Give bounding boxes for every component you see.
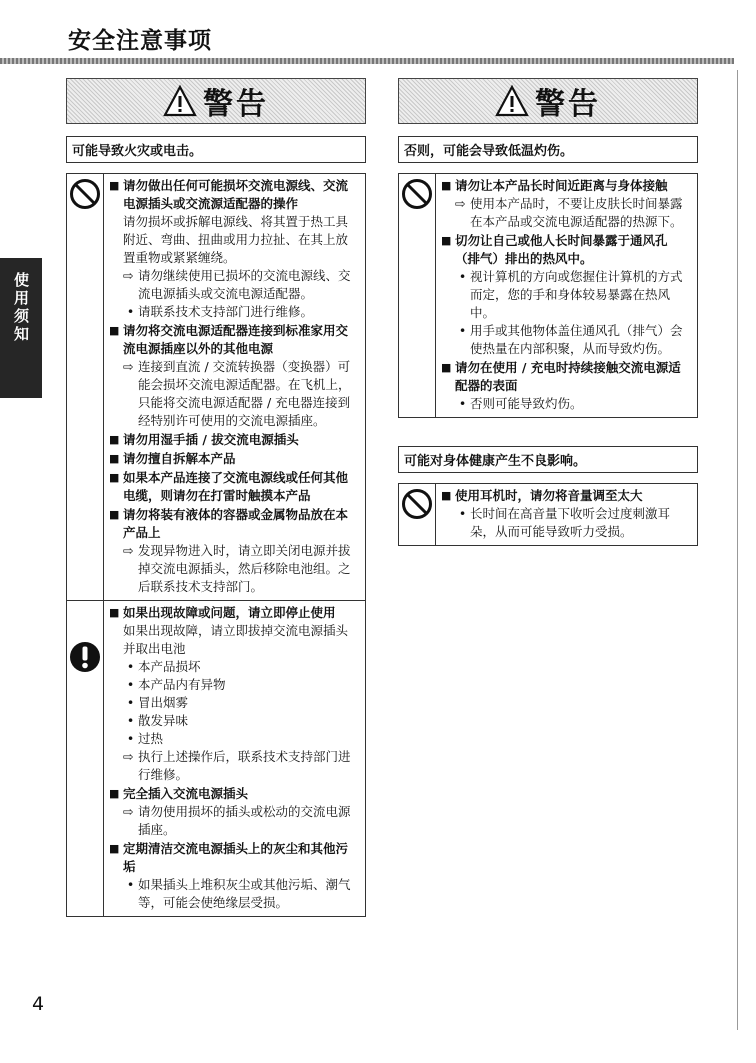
warning-subitem	[109, 658, 360, 676]
warning-subitem	[109, 712, 360, 730]
dot-bullet-icon: •	[126, 677, 135, 692]
square-bullet-icon: ■	[109, 606, 120, 619]
item-text: 请勿让本产品长时间近距离与身体接触	[455, 178, 668, 193]
warning-subitem	[109, 748, 360, 784]
warning-box	[66, 173, 366, 917]
warning-item	[109, 450, 360, 468]
hazard-subhead: 否则，可能会导致低温灼伤。	[398, 136, 698, 163]
item-text: 连接到直流 / 交流转换器（变换器）可能会损坏交流电源适配器。在飞机上，只能将交流电源适配器 / 充电器连接到经特别许可使用的交流电源插座。	[138, 359, 351, 428]
prohibited-list	[436, 484, 697, 545]
warning-banner	[398, 78, 698, 124]
warning-subitem	[109, 694, 360, 712]
warning-box	[398, 173, 698, 418]
item-text: 过热	[138, 731, 164, 746]
prohibited-list	[104, 174, 365, 600]
square-bullet-icon: ■	[441, 489, 452, 502]
item-text: 如果插头上堆积灰尘或其他污垢、潮气等，可能会使绝缘层受损。	[138, 877, 351, 910]
warning-subitem	[109, 267, 360, 303]
dot-bullet-icon: •	[126, 877, 135, 892]
square-bullet-icon: ■	[109, 433, 120, 446]
warning-item	[109, 431, 360, 449]
item-text: 完全插入交流电源插头	[123, 786, 249, 801]
item-text: 请勿擅自拆解本产品	[123, 451, 236, 466]
square-bullet-icon: ■	[109, 452, 120, 465]
dot-bullet-icon: •	[126, 659, 135, 674]
dot-bullet-icon: •	[126, 304, 135, 319]
warning-subitem	[441, 195, 692, 231]
item-text: 切勿让自己或他人长时间暴露于通风孔（排气）排出的热风中。	[455, 233, 668, 266]
warning-item	[109, 604, 360, 622]
prohibited-list	[436, 174, 697, 417]
warning-banner-label: 警告	[535, 87, 601, 122]
exclamation-icon	[69, 641, 101, 673]
left-column	[66, 78, 366, 917]
warning-box	[398, 483, 698, 546]
page-title: 安全注意事项	[68, 28, 212, 54]
square-bullet-icon: ■	[109, 842, 120, 855]
warning-item	[441, 487, 692, 505]
item-text: 请勿将装有液体的容器或金属物品放在本产品上	[123, 507, 349, 540]
item-text: 用手或其他物体盖住通风孔（排气）会使热量在内部积聚，从而导致灼伤。	[470, 323, 683, 356]
warning-banner-label: 警告	[203, 87, 269, 122]
margin-line	[737, 70, 738, 1030]
hazard-subhead: 可能对身体健康产生不良影响。	[398, 446, 698, 473]
square-bullet-icon: ■	[441, 179, 452, 192]
warning-banner	[66, 78, 366, 124]
warning-item	[109, 785, 360, 803]
warning-subitem	[441, 505, 692, 541]
warning-item	[109, 469, 360, 505]
warning-subitem	[109, 622, 360, 658]
item-text: 请勿使用损坏的插头或松动的交流电源插座。	[138, 804, 351, 837]
square-bullet-icon: ■	[109, 787, 120, 800]
warning-item	[109, 322, 360, 358]
item-text: 定期清洁交流电源插头上的灰尘和其他污垢	[123, 841, 349, 874]
item-text: 请勿做出任何可能损坏交流电源线、交流电源插头或交流源适配器的操作	[123, 178, 349, 211]
item-text: 请勿在使用 / 充电时持续接触交流电源适配器的表面	[455, 360, 681, 393]
warning-subitem	[109, 876, 360, 912]
item-text: 使用耳机时，请勿将音量调至太大	[455, 488, 643, 503]
warning-triangle-icon	[495, 84, 529, 118]
item-text: 否则可能导致灼伤。	[470, 396, 583, 411]
dot-bullet-icon: •	[126, 713, 135, 728]
warning-subitem	[109, 803, 360, 839]
warning-item	[441, 232, 692, 268]
item-text: 使用本产品时，不要让皮肤长时间暴露在本产品或交流电源适配器的热源下。	[470, 196, 683, 229]
dot-bullet-icon: •	[458, 396, 467, 411]
arrow-bullet-icon: ⇨	[123, 268, 134, 283]
warning-item	[109, 506, 360, 542]
warning-subitem	[109, 213, 360, 267]
title-rule	[0, 58, 734, 64]
item-text: 视计算机的方向或您握住计算机的方式而定，您的手和身体较易暴露在热风中。	[470, 269, 683, 320]
warning-item	[109, 177, 360, 213]
warning-subitem	[109, 542, 360, 596]
dot-bullet-icon: •	[126, 695, 135, 710]
item-text: 请勿损坏或拆解电源线、将其置于热工具附近、弯曲、扭曲或用力拉扯、在其上放置重物或紧紧缠绕。	[123, 214, 349, 265]
warning-item	[109, 840, 360, 876]
warning-subitem	[441, 395, 692, 413]
square-bullet-icon: ■	[109, 179, 120, 192]
item-text: 请勿将交流电源适配器连接到标准家用交流电源插座以外的其他电源	[123, 323, 349, 356]
prohibition-icon	[401, 488, 433, 520]
arrow-bullet-icon: ⇨	[123, 749, 134, 764]
warning-subitem	[441, 322, 692, 358]
item-text: 本产品损坏	[138, 659, 201, 674]
mandatory-list	[104, 601, 365, 916]
square-bullet-icon: ■	[441, 361, 452, 374]
warning-subitem	[109, 303, 360, 321]
dot-bullet-icon: •	[458, 269, 467, 284]
warning-item	[441, 177, 692, 195]
prohibited-section	[67, 174, 365, 600]
right-column	[398, 78, 698, 546]
side-tab-label: 使用须知	[12, 272, 30, 344]
warning-subitem	[109, 358, 360, 430]
square-bullet-icon: ■	[109, 324, 120, 337]
item-text: 请勿继续使用已损坏的交流电源线、交流电源插头或交流电源适配器。	[138, 268, 351, 301]
item-text: 如果出现故障或问题，请立即停止使用	[123, 605, 336, 620]
dot-bullet-icon: •	[458, 506, 467, 521]
item-text: 长时间在高音量下收听会过度刺激耳朵，从而可能导致听力受损。	[470, 506, 671, 539]
warning-subitem	[441, 268, 692, 322]
page-number: 4	[32, 993, 45, 1015]
prohibition-icon	[69, 178, 101, 210]
item-text: 本产品内有异物	[138, 677, 226, 692]
dot-bullet-icon: •	[126, 731, 135, 746]
arrow-bullet-icon: ⇨	[123, 804, 134, 819]
warning-item	[441, 359, 692, 395]
prohibition-icon	[401, 178, 433, 210]
item-text: 冒出烟雾	[138, 695, 189, 710]
item-text: 如果本产品连接了交流电源线或任何其他电缆，则请勿在打雷时触摸本产品	[123, 470, 349, 503]
arrow-bullet-icon: ⇨	[123, 359, 134, 374]
item-text: 发现异物进入时，请立即关闭电源并拔掉交流电源插头，然后移除电池组。之后联系技术支持部门。	[138, 543, 351, 594]
item-text: 请勿用湿手插 / 拔交流电源插头	[123, 432, 299, 447]
side-tab	[0, 258, 42, 398]
item-text: 如果出现故障，请立即拔掉交流电源插头并取出电池	[123, 623, 349, 656]
square-bullet-icon: ■	[109, 471, 120, 484]
item-text: 请联系技术支持部门进行维修。	[138, 304, 314, 319]
dot-bullet-icon: •	[458, 323, 467, 338]
hazard-subhead: 可能导致火灾或电击。	[66, 136, 366, 163]
square-bullet-icon: ■	[109, 508, 120, 521]
item-text: 执行上述操作后，联系技术支持部门进行维修。	[138, 749, 351, 782]
mandatory-section	[67, 600, 365, 916]
square-bullet-icon: ■	[441, 234, 452, 247]
arrow-bullet-icon: ⇨	[455, 196, 466, 211]
warning-subitem	[109, 730, 360, 748]
warning-triangle-icon	[163, 84, 197, 118]
warning-subitem	[109, 676, 360, 694]
arrow-bullet-icon: ⇨	[123, 543, 134, 558]
item-text: 散发异味	[138, 713, 189, 728]
